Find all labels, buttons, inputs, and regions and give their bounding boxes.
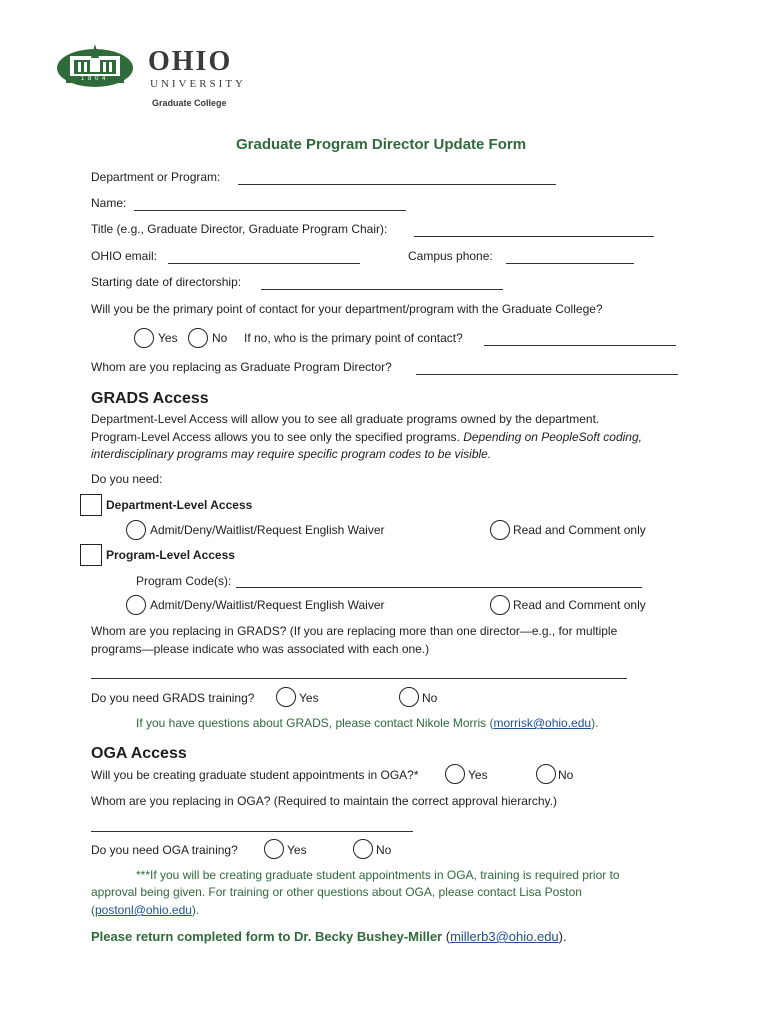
oga-note-3: (postonl@ohio.edu). (91, 903, 200, 917)
brand-sub: UNIVERSITY (150, 78, 246, 90)
brand-name: OHIO (148, 46, 233, 77)
form-title: Graduate Program Director Update Form (236, 136, 527, 153)
grads-training-no-radio[interactable] (399, 687, 419, 707)
grads-contact-note: If you have questions about GRADS, please contact Nikole Morris (morrisk@ohio.edu). (136, 716, 599, 730)
primary-yes-label: Yes (158, 331, 178, 345)
need-question: Do you need: (91, 472, 163, 486)
grads-replacing-input[interactable] (91, 678, 627, 679)
grads-training-yes-label: Yes (299, 691, 319, 705)
replacing-director-label: Whom are you replacing as Graduate Program Director? (91, 360, 392, 374)
oga-creating-no-label: No (558, 768, 574, 782)
prog-admit-radio[interactable] (126, 595, 146, 615)
dept-access-label: Department-Level Access (106, 498, 253, 512)
oga-creating-yes-radio[interactable] (445, 764, 465, 784)
return-email-link[interactable]: millerb3@ohio.edu (450, 929, 559, 944)
name-input[interactable] (134, 210, 406, 211)
program-codes-input[interactable] (236, 587, 642, 588)
dept-read-label: Read and Comment only (513, 523, 646, 537)
ohio-university-logo (56, 38, 256, 114)
oga-note-2: approval being given. For training or other questions about OGA, please contact Lisa Poston (91, 885, 582, 899)
grads-replacing-q1: Whom are you replacing in GRADS? (If you are replacing more than one director—e.g., for multiple (91, 624, 618, 638)
title-label: Title (e.g., Graduate Director, Graduate Program Chair): (91, 222, 388, 236)
grads-training-no-label: No (422, 691, 438, 705)
oga-replacing-input[interactable] (91, 831, 413, 832)
dept-access-checkbox[interactable] (80, 494, 102, 516)
oga-training-yes-radio[interactable] (264, 839, 284, 859)
oga-creating-no-radio[interactable] (536, 764, 556, 784)
seal-year: 1 8 0 4 (81, 76, 107, 82)
dept-label: Department or Program: (91, 170, 221, 184)
oga-training-no-radio[interactable] (353, 839, 373, 859)
prog-read-label: Read and Comment only (513, 598, 646, 612)
grads-heading: GRADS Access (91, 390, 209, 407)
prog-admit-label: Admit/Deny/Waitlist/Request English Waiver (150, 598, 385, 612)
dept-read-radio[interactable] (490, 520, 510, 540)
grads-desc-3: interdisciplinary programs may require specific program codes to be visible. (91, 447, 492, 461)
primary-yes-radio[interactable] (134, 328, 154, 348)
oga-heading: OGA Access (91, 745, 187, 762)
start-label: Starting date of directorship: (91, 275, 242, 289)
primary-question: Will you be the primary point of contact for your department/program with the Graduate College? (91, 302, 603, 316)
dept-input[interactable] (238, 184, 556, 185)
grads-desc-2: Program-Level Access allows you to see only the specified programs. Depending on PeopleSoft coding, (91, 430, 642, 444)
title-input[interactable] (414, 236, 654, 237)
grads-contact-email-link[interactable]: morrisk@ohio.edu (493, 716, 592, 730)
dept-admit-label: Admit/Deny/Waitlist/Request English Waiver (150, 523, 385, 537)
prog-read-radio[interactable] (490, 595, 510, 615)
oga-training-yes-label: Yes (287, 843, 307, 857)
grads-training-yes-radio[interactable] (276, 687, 296, 707)
start-input[interactable] (261, 289, 503, 290)
oga-creating-yes-label: Yes (468, 768, 488, 782)
oga-training-label: Do you need OGA training? (91, 843, 238, 857)
prog-access-label: Program-Level Access (106, 548, 235, 562)
oga-creating-label: Will you be creating graduate student appointments in OGA?* (91, 768, 419, 782)
grads-replacing-q2: programs—please indicate who was associated with each one.) (91, 642, 430, 656)
oga-contact-email-link[interactable]: postonl@ohio.edu (95, 903, 192, 917)
oga-training-no-label: No (376, 843, 392, 857)
email-label: OHIO email: (91, 249, 158, 263)
return-instruction: Please return completed form to Dr. Becky Bushey-Miller (millerb3@ohio.edu). (91, 929, 567, 944)
replacing-director-input[interactable] (416, 374, 678, 375)
primary-no-radio[interactable] (188, 328, 208, 348)
oga-note-1: ***If you will be creating graduate student appointments in OGA, training is required prior to (136, 868, 620, 882)
primary-no-label: No (212, 331, 228, 345)
dept-admit-radio[interactable] (126, 520, 146, 540)
phone-input[interactable] (506, 263, 634, 264)
primary-followup-label: If no, who is the primary point of contact? (244, 331, 463, 345)
primary-contact-input[interactable] (484, 345, 676, 346)
program-codes-label: Program Code(s): (136, 574, 232, 588)
phone-label: Campus phone: (408, 249, 493, 263)
grads-training-label: Do you need GRADS training? (91, 691, 255, 705)
grads-desc-1: Department-Level Access will allow you to see all graduate programs owned by the department. (91, 412, 600, 426)
oga-replacing-label: Whom are you replacing in OGA? (Required to maintain the correct approval hierarchy.) (91, 794, 557, 808)
email-input[interactable] (168, 263, 360, 264)
college-name: Graduate College (152, 98, 227, 108)
name-label: Name: (91, 196, 127, 210)
prog-access-checkbox[interactable] (80, 544, 102, 566)
